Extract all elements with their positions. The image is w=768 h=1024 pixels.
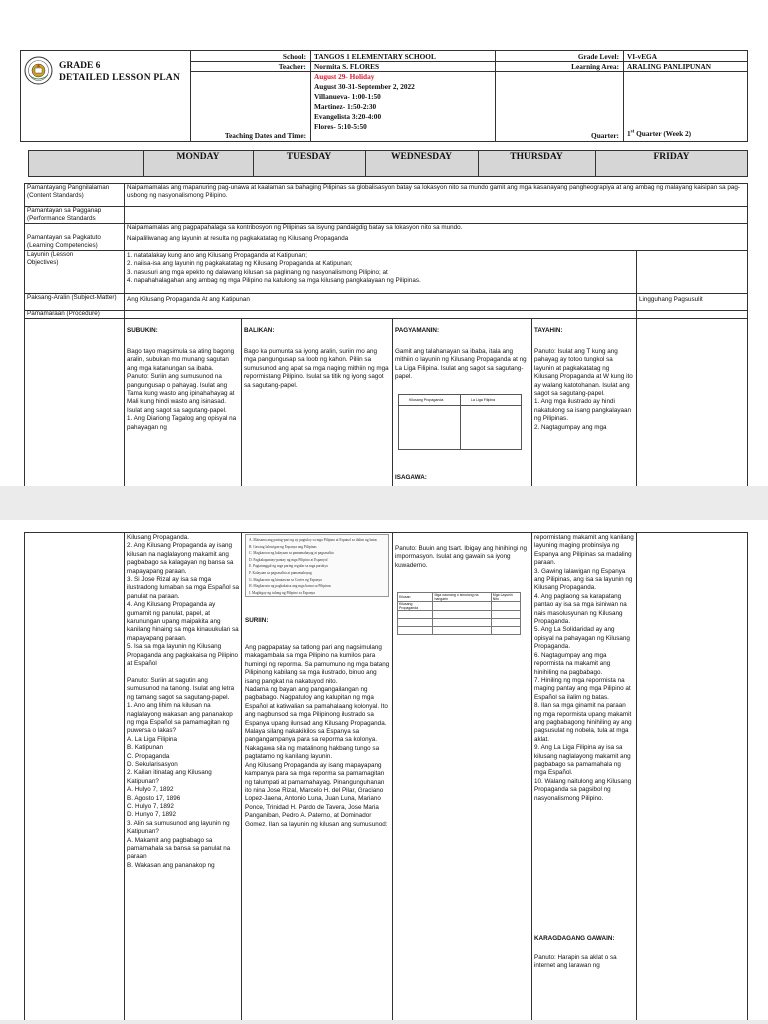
quarter-value: 1st Quarter (Week 2) [627, 129, 692, 138]
deped-seal-logo [24, 56, 53, 85]
grade-title: GRADE 6 [59, 61, 101, 71]
content-standards-label: Pamantayang Pangnilalaman (Content Standards) [27, 184, 110, 200]
schedule-line: Villanueva- 1:00-1:50 [314, 92, 381, 101]
chart-header: Mga naunang o isinulong na hangarin [433, 593, 491, 602]
suriin-title: SURIIN: [245, 617, 269, 624]
balikan-choice: C. Magkaroon ng kalayaan sa pamamahayag at pagsasalita [249, 551, 334, 556]
day-friday: FRIDAY [653, 152, 690, 162]
objective-item: 2. naiisa-isa ang layunin ng pagkakatatag ng Kilusang Propaganda at Katipunan; [127, 260, 353, 268]
teacher-value: Normita S. FLORES [314, 62, 380, 71]
teacher-label: Teacher: [278, 62, 306, 71]
subject-matter-text: Ang Kilusang Propaganda At ang Katipunan [127, 296, 250, 303]
balikan-choice: E. Pagtatanggal ng mga paring regular sa mga parokya [249, 564, 328, 569]
lesson-plan-page-1 [0, 0, 768, 486]
schedule-line: August 30-31-September 2, 2022 [314, 82, 415, 91]
karagdagan-text: Panuto: Harapin sa aklat o sa internet ang larawan ng [534, 954, 617, 970]
day-wednesday: WEDNESDAY [391, 152, 452, 162]
wednesday-chart-table [397, 592, 521, 635]
objectives-list [127, 252, 421, 286]
competencies-text: Naipaliliwanag ang layunin at resulta ng pagkakatatag ng Kilusang Propaganda [127, 235, 349, 242]
schedule-line: Evangelista 3:20-4:00 [314, 112, 382, 121]
day-thursday: THURSDAY [510, 152, 563, 162]
day-tuesday: TUESDAY [286, 152, 332, 162]
schedule-list [314, 82, 415, 132]
lesson-plan-page-2 [0, 520, 768, 1020]
objective-item: 1. natatalakay kung ano ang Kilusang Propaganda at Katipunan; [127, 252, 307, 259]
suriin-text: Ang pagpapatay sa tatlong pari ang nagsimulang makagambala sa mga Pilipino na kumilos para humingi ng reporma. Sa pamumuno ng mga batang Pilipinong kabilang sa mga ilustrado, binuo ang isang pangkat na nakatuyod nito. Nadama ng bayan ang pangangailangan ng pagbabago. Nagpatuloy ang kalupitan ng mga Español at katiwalian sa pamahalaang kolonyal. Ito ang nagbunsod sa mga Pilipinong ilustrado sa Espanya upang ilunsad ang Kilusang Propaganda. Malaya silang nakakikilos sa Espanya sa pangangampanya para sa reporma sa kolonya. Nakagawa sila ng matalinong hakbang tungo sa pagtatamo ng kanilang layunin. Ang Kilusang Propaganda ay isang mapayapang kampanya para sa mga reporma sa pamamagitan ng talumpati at pamamahayag. Pinangunguhanan ito nina Jose Rizal, Marcelo H. del Pilar, Graciano Lopez-Jaena, Antonio Luna, Juan Luna, Mariano Ponce, Trinidad H. Pardo de Tavera, Jose Maria Panganiban, Pedro A. Paterno, at Dominador Gomez. Ilan sa layunin ng kilusan ang sumusunod: [245, 644, 390, 828]
grade-level-label: Grade Level: [577, 52, 619, 61]
plan-title: DETAILED LESSON PLAN [59, 73, 181, 83]
pagyamanin-table [398, 394, 522, 450]
friday-note: Lingguhang Pagsusulit [639, 296, 703, 303]
chart-cell: Kilusang Propaganda [398, 602, 433, 611]
tayahin-text: Panuto: Isulat ang T kung ang pahayag ay totoo tungkol sa layunin at pagkakatatag ng Kilusang Propaganda at W kung ito ay walang katotohanan. Isulat ang sagot sa sagutang-papel. 1. Ang mga ilustrado ay hindi nakatulong sa isang pangkalayaan ng Pilipinas. 2. Nagtagumpay ang mga [534, 348, 633, 431]
balikan-choice: A. Maisama ang paring-pari ng ay pagtuloy sa mga Pilipino at Espanol sa ilalim ng batas [249, 538, 377, 542]
pagyamanin-col-header: La Liga Filipina [471, 398, 496, 402]
objectives-label: Layunin (Lesson Objectives) [27, 251, 74, 267]
balikan-title: BALIKAN: [244, 327, 275, 334]
tayahin-title: TAYAHIN: [534, 327, 563, 334]
pagyamanin-col-header: Kilusang Propaganda [409, 398, 444, 402]
balikan-text: Bago ka pumunta sa iyong aralin, suriin mo ang mga pangungusap sa loob ng kahon. Piliin sa sumusunod ang apat sa mga naging mithiin ng mga repormistang Pilipino. Isulat sa titik ng iyong sagot sa sagutang-papel. [244, 348, 389, 389]
procedure-label: Pamamaraan (Procedure) [27, 310, 100, 317]
monday-continuation-text: Kilusang Propaganda. 2. Ang Kilusang Propaganda ay isang kilusan na naglalayong makamit ang pagbabago sa kalagayan ng bansa sa mapayapang paraan. 3. Si Jose Rizal ay isa sa mga ilustradong lumaban sa mga Español sa panulat na paraan. 4. Ang Kilusang Propaganda ay gumamit ng panulat, papel, at karunungan upang maipakita ang kanilang hinaing sa mga kinauukulan sa mapayapang paraan. 5. Isa sa mga layunin ng Kilusang Propaganda ang pagkakaisa ng Pilipino at Español Panuto: Suriin at sagutin ang sumusunod na tanong. Isulat ang letra ng tamang sagot sa sagutang-papel. 1. Ano ang lihim na kilusan na naglalayong wakasan ang pananakop ng mga Español sa pamamagitan ng puwersa o lakas? A. La Liga Filipina B. Katipunan C. Propaganda D. Sekularisasyon 2. Kailan itinatag ang Kilusang Katipunan? A. Hulyo 7, 1892 B. Agosto 17, 1896 C. Hulyo 7, 1892 D. Hunyo 7, 1892 3. Alin sa sumusunod ang layunin ng Katipunan? A. Makamit ang pagbabago sa pamamahala sa bansa sa panulat na paraan B. Wakasan ang pananakop ng [127, 534, 240, 869]
holiday-note: August 29- Holiday [314, 72, 375, 81]
grade-level-value: VI-vEGA [627, 52, 657, 61]
performance-standards-label: Pamantayan sa Pagganap (Performance Standards [27, 207, 102, 223]
karagdagan-title: KARAGDAGANG GAWAIN: [534, 935, 615, 942]
balikan-choice: G. Magkaroon ng kinatawan sa Cortes ng Espanya [249, 577, 322, 582]
objective-item: 4. napahahalagahan ang ambag ng mga Pilipino na katulong sa mga kilusang pangkalayaan ng Pilipinas. [127, 277, 421, 285]
subukin-title: SUBUKIN: [127, 327, 158, 334]
balikan-choice: H. Magkaroon ng pagkakaisa ang mga bansa sa Pilipinas [249, 584, 331, 589]
balikan-choices-box [245, 534, 389, 597]
chart-header: Mga Layunin Nito [491, 593, 520, 602]
school-label: School: [282, 52, 306, 61]
pagyamanin-text: Gamit ang talahanayan sa ibaba, itala ang mithiin o layunin ng Kilusang Propaganda at ng La Liga Filipina. Isulat ang sagot sa sagutang-papel. [395, 348, 527, 381]
school-value: TANGOS 1 ELEMENTARY SCHOOL [314, 52, 436, 61]
schedule-line: Flores- 5:10-5:50 [314, 122, 367, 131]
dates-label: Teaching Dates and Time: [224, 131, 306, 140]
subject-matter-label: Paksang-Aralin (Subject-Matter) [27, 294, 117, 301]
quarter-label: Quarter: [591, 131, 619, 140]
schedule-line: Martinez- 1:50-2:30 [314, 102, 377, 111]
wednesday-text: Panuto: Buuin ang tsart. Ibigay ang hinihingi ng impormasyon. Isulat ang gawain sa iyong kuwaderno. [395, 545, 527, 569]
day-monday: MONDAY [176, 152, 220, 162]
balikan-choice: I. Magbigay ng tulong ng Pilipino sa Espanya [249, 590, 315, 595]
objective-item: 3. nasusuri ang mga epekto ng dalawang kilusan sa paglinang ng nasyonalismong Pilipino; at [127, 268, 388, 276]
balikan-choice: F. Kalayaan sa pagsasalita at pamamahayag [249, 570, 312, 575]
thursday-continuation-text: repormistang makamit ang kanilang layuning maging probinsiya ng Espanya ang Pilipinas sa madaling paraan. 3. Gawing lalawigan ng Espanya ang Pilipinas, ang isa sa layunin ng Kilusang Propaganda. 4. Ang paglaong sa karapatang pantao ay isa sa mga isiniwan na nais masolusyunan ng Kilusang Propaganda. 5. Ang La Solidaridad ay ang opisyal na pahayagan ng Kilusang Propaganda. 6. Nagtagumpay ang mga repormista na makamit ang hinihiling na pagbabago. 7. Hiniling ng mga repormista na maging pantay ang mga Pilipino at Español sa ilalim ng batas. 8. Ilan sa mga ginamit na paraan ng mga repormista upang makamit ang pagbabagong hinihiling ay ang pagsusulat ng nobela, tula at mga aklat. 9. Ang La Liga Filipina ay isa sa kilusang naglalayong makamit ang pagbabago sa pamamahala ng mga Español. 10. Walang naitulong ang Kilusang Propaganda sa pagsibol ng nasyonalismong Pilipino. [534, 534, 634, 802]
balikan-choice: B. Gawing lalawigan ng Espanya ang Pilipinas [249, 544, 317, 549]
performance-standards-text: Naipamamalas ang pagpapahalaga sa kontribosyon ng Pilipinas sa isyung pandaigdig batay sa lokasyon nito sa mundo. [127, 224, 463, 231]
chart-header: Kilusan [398, 593, 433, 602]
content-standards-text: Naipamamalas ang mapanuring pag-unawa at kaalaman sa bahaging Pilipinas sa globalisasyon batay sa lokasyon nito sa mundo gamit ang mga kasanayang pangheograpiya at ang ambag ng malayang kaisipan sa pag-usbong ng nasyonalismong Pilipino. [127, 184, 740, 200]
isagawa-title: ISAGAWA: [395, 474, 427, 481]
subukin-text: Bago tayo magsimula sa ating bagong aralin, subukan mo munang sagutan ang mga katanungan sa ibaba. Panuto: Suriin ang sumusunod na pangungusap o pahayag. Isulat ang Tama kung wasto ang ipinahahayag at Mali kung hindi wasto ang isinasad. Isulat ang sagot sa sagutang-papel. 1. Ang Diariong Tagalog ang opisyal na pahayagan ng [127, 348, 237, 431]
learning-area-label: Learning Area: [571, 62, 619, 71]
learning-area-value: ARALING PANLIPUNAN [627, 62, 711, 71]
pagyamanin-title: PAGYAMANIN: [395, 327, 440, 334]
balikan-choice: D. Pagkakapantay-pantay ng mga Pilipino at Espanyol [249, 557, 328, 562]
competencies-label: Pamantayan sa Pagkatuto (Learning Competencies) [27, 234, 101, 250]
